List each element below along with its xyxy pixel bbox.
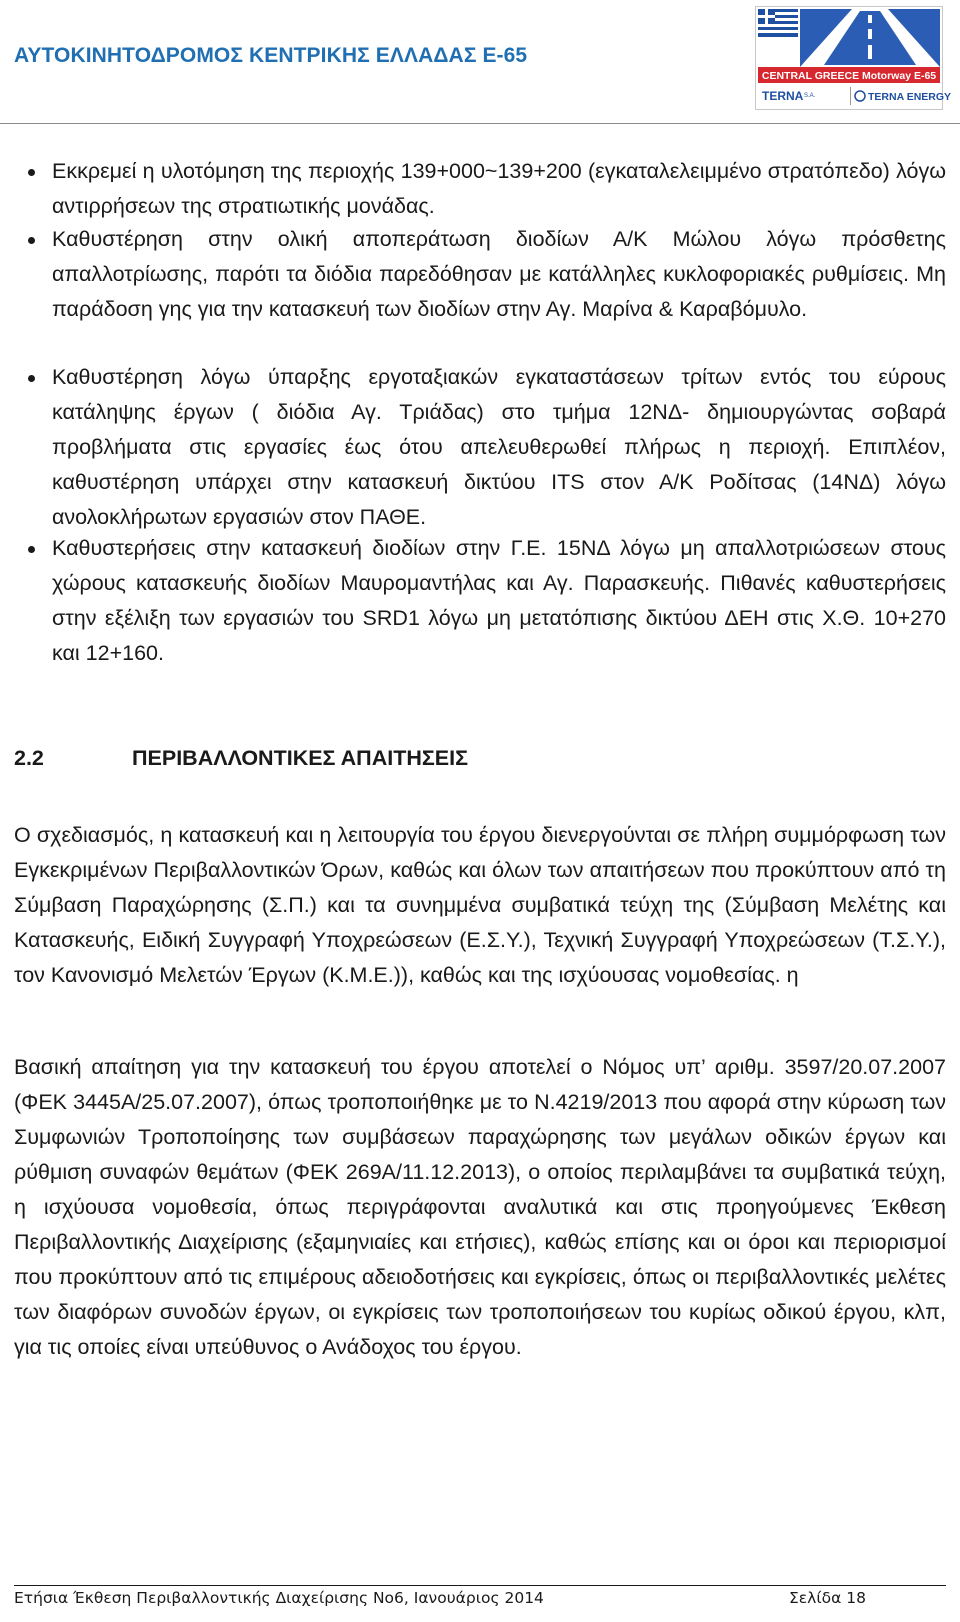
section-number: 2.2 <box>14 746 44 770</box>
list-item <box>52 531 946 671</box>
list-item <box>52 222 946 327</box>
footer-report-title: Ετήσια Έκθεση Περιβαλλοντικής Διαχείρισης Νο6, Ιανουάριος 2014 <box>14 1589 544 1607</box>
motorway-road-logo-icon <box>755 6 952 110</box>
list-item-text: Εκκρεμεί η υλοτόμηση της περιοχής 139+000~139+200 (εγκαταλελειμμένο στρατόπεδο) λόγω αντιρρήσεων της στρατιωτικής μονάδας. <box>52 159 946 218</box>
list-item <box>52 154 946 224</box>
list-item-text: Καθυστέρηση λόγω ύπαρξης εργοταξιακών εγκαταστάσεων τρίτων εντός του εύρους κατάληψης έργων ( διόδια Αγ. Τριάδας) στο τμήμα 12ΝΔ- δημιουργώντας σοβαρά προβλήματα στις εργασίες έως ότου απελευθερωθεί πλήρως η περιοχή. Επιπλέον, καθυστέρηση υπάρχει στην κατασκευή δικτύου ITS στον Α/Κ Ροδίτσας (14ΝΔ) λόγω ανολοκλήρωτων εργασιών στον ΠΑΘΕ. <box>52 365 946 529</box>
section-heading <box>14 746 468 771</box>
bullet-icon <box>28 546 35 553</box>
bullet-icon <box>28 169 35 176</box>
list-item <box>52 360 946 535</box>
svg-text:CENTRAL GREECE Motorway E-65: CENTRAL GREECE Motorway E-65 <box>761 70 937 82</box>
paragraph: Ο σχεδιασμός, η κατασκευή και η λειτουργία του έργου διενεργούνται σε πλήρη συμμόρφωση των Εγκεκριμένων Περιβαλλοντικών Όρων, καθώς και όλων των απαιτήσεων που προκύπτουν από τη Σύμβαση Παραχώρησης (Σ.Π.) και τα συνημμένα συμβατικά τεύχη της (Σύμβαση Μελέτης και Κατασκευής, Ειδική Συγγραφή Υποχρεώσεων (Ε.Σ.Υ.), Τεχνική Συγγραφή Υποχρεώσεων (Τ.Σ.Υ.), τον Κανονισμό Μελετών Έργων (Κ.Μ.Ε.)), καθώς και της ισχύουσας νομοθεσίας. η <box>14 823 946 987</box>
section-title: ΠΕΡΙΒΑΛΛΟΝΤΙΚΕΣ ΑΠΑΙΤΗΣΕΙΣ <box>132 746 468 770</box>
bullet-icon <box>28 375 35 382</box>
footer-page-number: Σελίδα 18 <box>789 1589 866 1607</box>
paragraph: Βασική απαίτηση για την κατασκευή του έργου αποτελεί ο Νόμος υπ’ αριθμ. 3597/20.07.2007 (ΦΕΚ 3445Α/25.07.2007), όπως τροποποιήθηκε με το Ν.4219/2013 που αφορά στην κύρωση των Συμφωνιών Τροποποίησης των συμβάσεων παραχώρησης των μεγάλων οδικών έργων και ρύθμιση συναφών θεμάτων (ΦΕΚ 269Α/11.12.2013), ο οποίος περιλαμβάνει τα συμβατικά τεύχη, η ισχύουσα νομοθεσία, όπως περιγράφονται αναλυτικά και στις προηγούμενες Έκθεση Περιβαλλοντικής Διαχείρισης (εξαμηνιαίες και ετήσιες), καθώς επίσης και οι όροι και περιορισμοί που προκύπτουν από τις επιμέρους αδειοδοτήσεις και εγκρίσεις, όπως οι περιβαλλοντικές μελέτες των διαφόρων συνοδών έργων, οι εγκρίσεις των τροποποιήσεων του κυρίως οδικού έργου, κλπ, για τις οποίες είναι υπεύθυνος ο Ανάδοχος του έργου. <box>14 1055 946 1359</box>
svg-text:S.A.: S.A. <box>804 93 816 99</box>
bullet-icon <box>28 237 35 244</box>
page-footer <box>14 1585 946 1611</box>
page-header <box>0 0 960 124</box>
svg-text:TERNA: TERNA <box>762 89 804 103</box>
list-item-text: Καθυστέρηση στην ολική αποπεράτωση διοδίων Α/Κ Μώλου λόγω πρόσθετης απαλλοτρίωσης, παρότι τα διόδια παρεδόθησαν με κατάλληλες κυκλοφοριακές ρυθμίσεις. Μη παράδοση γης για την κατασκευή των διοδίων στην Αγ. Μαρίνα & Καραβόμυλο. <box>52 227 946 321</box>
logo-graphic <box>756 7 952 109</box>
header-title: ΑΥΤΟΚΙΝΗΤΟΔΡΟΜΟΣ ΚΕΝΤΡΙΚΗΣ ΕΛΛΑΔΑΣ Ε-65 <box>14 44 528 67</box>
svg-text:TERNA ENERGY: TERNA ENERGY <box>868 91 952 103</box>
list-item-text: Καθυστερήσεις στην κατασκευή διοδίων στην Γ.Ε. 15ΝΔ λόγω μη απαλλοτριώσεων στους χώρους κατασκευής διοδίων Μαυρομαντήλας και Αγ. Παρασκευής. Πιθανές καθυστερήσεις στην εξέλιξη των εργασιών του SRD1 λόγω μη μετατόπισης δικτύου ΔΕΗ στις Χ.Θ. 10+270 και 12+160. <box>52 536 946 665</box>
